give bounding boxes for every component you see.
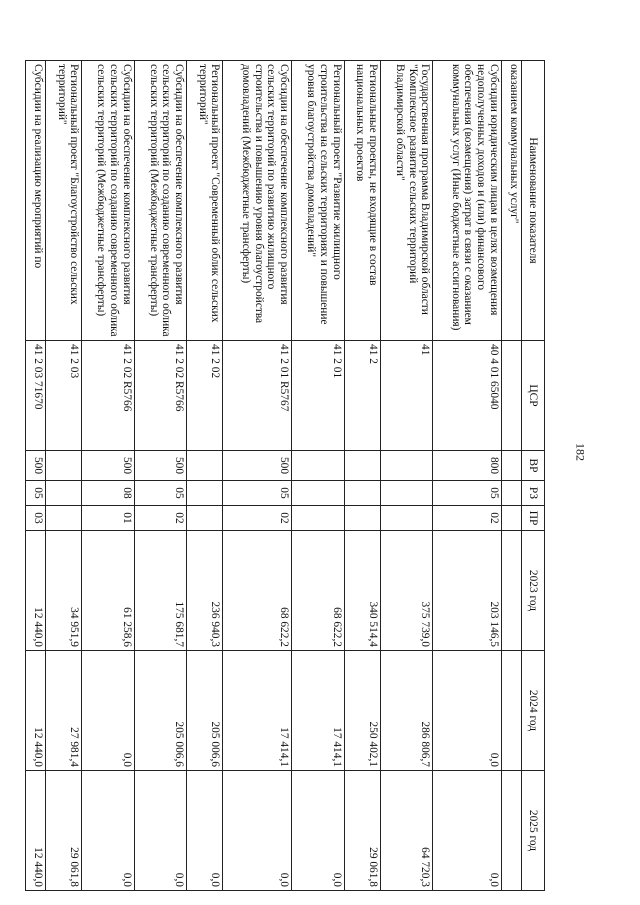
cell-name: Субсидии на обеспечение комплексного развития сельских территорий по созданию современного облика сельских территорий (Межбюджетные трансферты): [82, 61, 134, 341]
cell-rz: [46, 481, 82, 506]
cell-2024: 17 414,1: [223, 651, 292, 771]
cell-csr: 41 2: [344, 341, 380, 451]
cell-2023: 375 739,0: [380, 531, 432, 651]
cell-rz: [344, 481, 380, 506]
cell-rz: 05: [26, 481, 46, 506]
cell-name: Субсидии на обеспечение комплексного развития сельских территорий по созданию современного облика сельских территорий (Межбюджетные трансферты): [134, 61, 186, 341]
cell-name: Региональный проект "Современный облик сельских территорий": [187, 61, 223, 341]
cell-name: оказанием коммунальных услуг": [501, 61, 521, 341]
cell-pr: 02: [433, 506, 502, 531]
cell-rz: 05: [223, 481, 292, 506]
cell-pr: [292, 506, 344, 531]
header-csr: ЦСР: [522, 341, 545, 451]
cell-vr: 500: [26, 451, 46, 481]
cell-csr: 41 2 02 R5766: [82, 341, 134, 451]
budget-table: [25, 60, 545, 891]
cell-2025: 0,0: [82, 771, 134, 891]
header-vr: ВР: [522, 451, 545, 481]
cell-pr: [501, 506, 521, 531]
table-row: [292, 61, 344, 891]
cell-2025: 0,0: [187, 771, 223, 891]
cell-2023: 340 514,4: [344, 531, 380, 651]
cell-2023: 68 622,2: [292, 531, 344, 651]
table-row: [82, 61, 134, 891]
rotated-table-container: [25, 60, 545, 890]
cell-2023: 68 622,2: [223, 531, 292, 651]
table-header-row: [522, 61, 545, 891]
header-pr: ПР: [522, 506, 545, 531]
cell-2023: 175 681,7: [134, 531, 186, 651]
cell-csr: 41 2 03: [46, 341, 82, 451]
cell-csr: 41 2 03 71670: [26, 341, 46, 451]
cell-2024: [501, 651, 521, 771]
cell-2025: 12 440,0: [26, 771, 46, 891]
cell-2024: 0,0: [433, 651, 502, 771]
header-2024: 2024 год: [522, 651, 545, 771]
cell-vr: 500: [134, 451, 186, 481]
cell-vr: [501, 451, 521, 481]
table-row: [380, 61, 432, 891]
cell-2024: 205 006,6: [134, 651, 186, 771]
cell-pr: [46, 506, 82, 531]
header-name: Наименование показателя: [522, 61, 545, 341]
cell-vr: [187, 451, 223, 481]
cell-name: Субсидии на реализацию мероприятий по: [26, 61, 46, 341]
cell-rz: [292, 481, 344, 506]
table-row: [433, 61, 502, 891]
cell-pr: [380, 506, 432, 531]
cell-2023: 236 940,3: [187, 531, 223, 651]
cell-vr: [46, 451, 82, 481]
cell-2025: 0,0: [433, 771, 502, 891]
cell-name: Региональные проекты, не входящие в состав национальных проектов: [344, 61, 380, 341]
header-rz: РЗ: [522, 481, 545, 506]
table-row: [344, 61, 380, 891]
cell-pr: 02: [134, 506, 186, 531]
cell-csr: 41 2 01 R5767: [223, 341, 292, 451]
cell-pr: [187, 506, 223, 531]
cell-name: Региональный проект "Развитие жилищного строительства на сельских территориях и повышение уровня благоустройства домовладений": [292, 61, 344, 341]
cell-2023: 203 146,5: [433, 531, 502, 651]
cell-csr: 41 2 02 R5766: [134, 341, 186, 451]
cell-csr: 41: [380, 341, 432, 451]
table-row: [26, 61, 46, 891]
cell-2024: 27 981,4: [46, 651, 82, 771]
cell-name: Субсидии юридическим лицам в целях возмещения недополученных доходов и (или) финансового обеспечения (возмещения) затрат в связи с оказанием коммунальных услуг (Иные бюджетные ассигнования): [433, 61, 502, 341]
cell-pr: [344, 506, 380, 531]
cell-2023: 34 951,9: [46, 531, 82, 651]
cell-2025: 0,0: [134, 771, 186, 891]
cell-csr: 40 4 01 65040: [433, 341, 502, 451]
cell-2024: 250 402,1: [344, 651, 380, 771]
cell-csr: [501, 341, 521, 451]
table-row: [187, 61, 223, 891]
cell-pr: 02: [223, 506, 292, 531]
cell-rz: 05: [134, 481, 186, 506]
cell-pr: 01: [82, 506, 134, 531]
cell-2024: 0,0: [82, 651, 134, 771]
cell-name: Региональный проект "Благоустройство сельских территорий": [46, 61, 82, 341]
header-2023: 2023 год: [522, 531, 545, 651]
table-row: [46, 61, 82, 891]
cell-vr: [380, 451, 432, 481]
cell-vr: [292, 451, 344, 481]
cell-rz: 05: [433, 481, 502, 506]
table-row: [134, 61, 186, 891]
cell-2024: 12 440,0: [26, 651, 46, 771]
cell-name: Государственная программа Владимирской области "Комплексное развитие сельских территорий Владимирской области": [380, 61, 432, 341]
cell-rz: [187, 481, 223, 506]
cell-2024: 286 806,7: [380, 651, 432, 771]
cell-vr: [344, 451, 380, 481]
cell-vr: 500: [82, 451, 134, 481]
table-row: [223, 61, 292, 891]
table-row: [501, 61, 521, 891]
cell-name: Субсидии на обеспечение комплексного развития сельских территорий по развитию жилищного строительства и повышению уровня благоустройства домовладений (Межбюджетные трансферты): [223, 61, 292, 341]
cell-2024: 205 006,6: [187, 651, 223, 771]
cell-2025: 29 061,8: [344, 771, 380, 891]
cell-2023: [501, 531, 521, 651]
cell-csr: 41 2 02: [187, 341, 223, 451]
cell-2023: 61 258,6: [82, 531, 134, 651]
cell-rz: [380, 481, 432, 506]
cell-2025: [501, 771, 521, 891]
cell-2025: 0,0: [292, 771, 344, 891]
cell-2025: 29 061,8: [46, 771, 82, 891]
cell-vr: 500: [223, 451, 292, 481]
cell-pr: 03: [26, 506, 46, 531]
page-number: 182: [573, 443, 588, 461]
cell-csr: 41 2 01: [292, 341, 344, 451]
cell-2024: 17 414,1: [292, 651, 344, 771]
header-2025: 2025 год: [522, 771, 545, 891]
cell-2025: 0,0: [223, 771, 292, 891]
cell-2025: 64 720,3: [380, 771, 432, 891]
cell-2023: 12 440,0: [26, 531, 46, 651]
cell-rz: 08: [82, 481, 134, 506]
cell-rz: [501, 481, 521, 506]
cell-vr: 800: [433, 451, 502, 481]
